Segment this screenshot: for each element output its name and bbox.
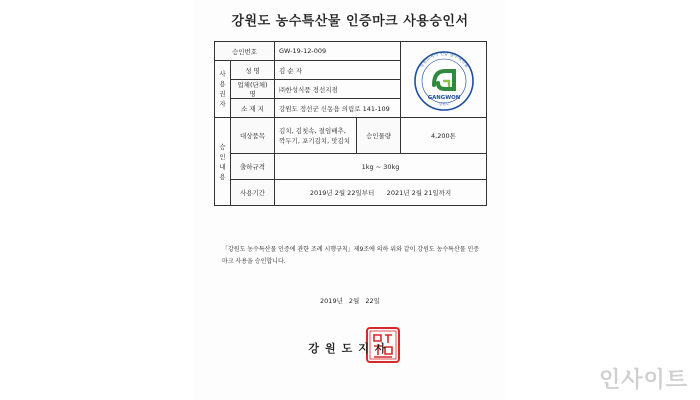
approval-no-label: 승인번호 [215,42,275,61]
issue-date: 2019년 2월 22일 [320,297,380,305]
approval-no-row [215,42,487,61]
content-section-label: 승 인 내 용 [215,118,231,206]
items-value: 김치, 김칫속, 절임배추, 깍두기, 포기김치, 맛김치 [275,118,357,154]
company-value: ㈜한성식품 정선지점 [275,80,401,99]
certificate-table [214,41,487,206]
period-value: 2019년 2월 22일부터 2021년 2월 21일까지 [275,180,487,206]
address-value: 강원도 정선군 신동읍 의림로 141-109 [275,99,401,118]
certificate-document [194,0,506,400]
certification-logo [401,42,487,118]
document-title: 강원도 농수특산물 인증마크 사용승인서 [231,14,469,29]
approval-statement: 「강원도 농수특산물 인증에 관한 조례 시행규칙」제9조에 의하 위와 같이 강원도 농수특산물 인증마크 사용을 승인합니다. [222,246,480,265]
name-label: 성 명 [231,61,275,80]
logo-arc-text: 강원도지사 인증 농수특산물 [418,51,469,69]
approval-no-value: GW-19-12-009 [275,42,401,61]
period-row [215,180,487,206]
logo-sub-text: 강원도 [438,101,449,106]
logo-brand-text: GANGWON [427,94,460,101]
quantity-label: 승인물량 [357,118,401,154]
spec-row [215,154,487,180]
spec-value: 1kg ~ 30kg [275,154,487,180]
issuer-name: 강원도지사 [308,342,392,355]
user-section-label: 사 용 권 자 [215,61,231,118]
company-label: 업체(단체)명 [231,80,275,99]
quantity-value: 4,200톤 [401,118,487,154]
items-label: 대상품목 [231,118,275,154]
name-value: 김 순 자 [275,61,401,80]
address-label: 소 재 지 [231,99,275,118]
period-label: 사용기간 [231,180,275,206]
spec-label: 출하규격 [231,154,275,180]
gangwon-certification-mark [407,47,481,111]
items-row [215,118,487,154]
watermark-text: 인사이트 [598,368,688,393]
